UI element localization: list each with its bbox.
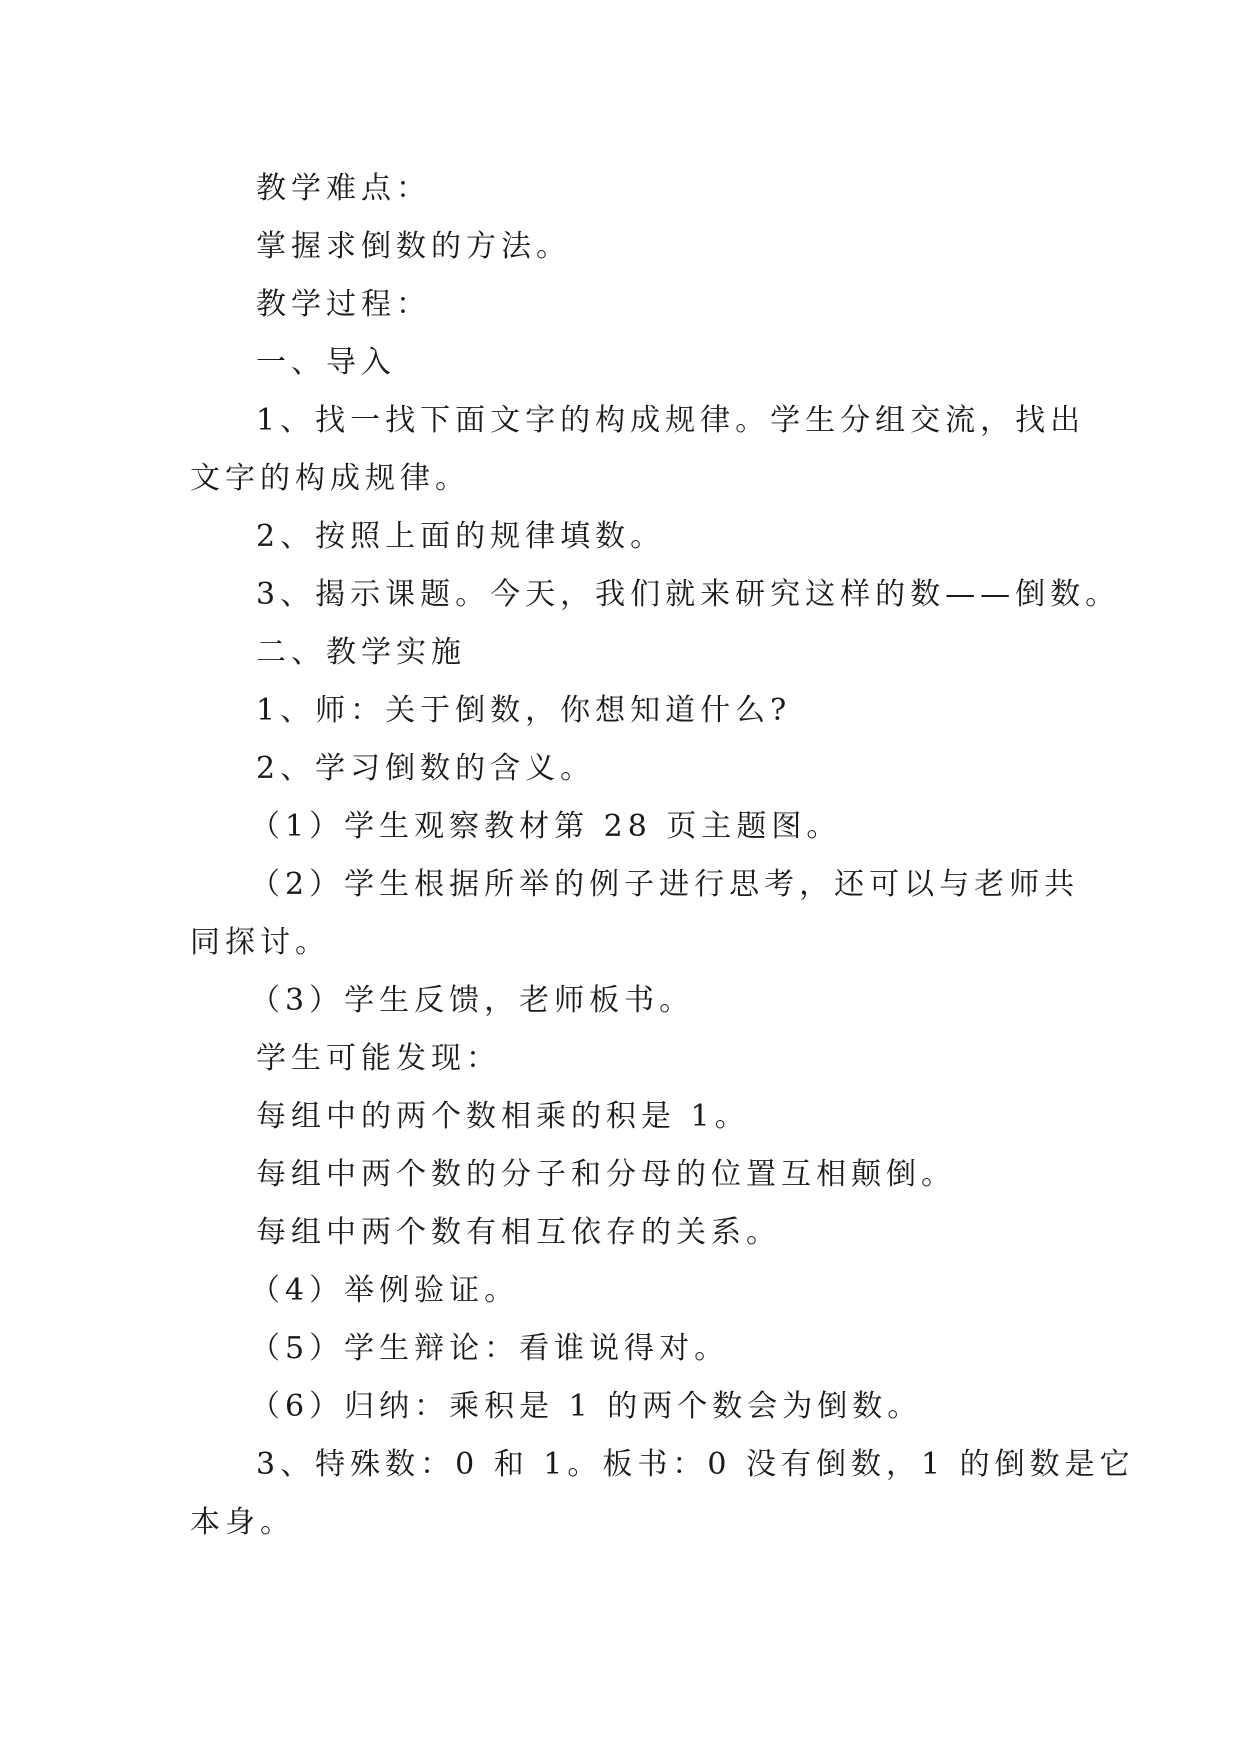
paragraph: 2、学习倒数的含义。 <box>256 751 596 786</box>
paragraph: 学生可能发现： <box>256 1041 501 1076</box>
section-heading-implementation: 二、教学实施 <box>256 635 466 670</box>
paragraph: 2、按照上面的规律填数。 <box>256 519 666 554</box>
paragraph: 每组中两个数有相互依存的关系。 <box>256 1215 781 1250</box>
paragraph-continuation: 同探讨。 <box>190 925 330 960</box>
paragraph-continuation: 文字的构成规律。 <box>190 461 470 496</box>
sub-item: （5）学生辩论：看谁说得对。 <box>250 1331 730 1366</box>
paragraph: 每组中两个数的分子和分母的位置互相颠倒。 <box>256 1157 956 1192</box>
paragraph: 3、特殊数：0 和 1。板书：0 没有倒数，1 的倒数是它 <box>256 1447 1135 1482</box>
sub-item: （3）学生反馈，老师板书。 <box>250 983 695 1018</box>
paragraph: 1、找一找下面文字的构成规律。学生分组交流，找出 <box>256 403 1086 438</box>
paragraph: 掌握求倒数的方法。 <box>256 229 571 264</box>
heading-teaching-difficulty: 教学难点： <box>256 171 431 206</box>
sub-item: （4）举例验证。 <box>250 1273 520 1308</box>
document-page <box>190 160 1135 1552</box>
paragraph: 1、师：关于倒数，你想知道什么? <box>256 693 792 728</box>
paragraph: 3、揭示课题。今天，我们就来研究这样的数——倒数。 <box>256 577 1121 612</box>
paragraph: 每组中的两个数相乘的积是 1。 <box>256 1099 750 1134</box>
heading-teaching-process: 教学过程： <box>256 287 431 322</box>
paragraph-continuation: 本身。 <box>190 1505 295 1540</box>
section-heading-intro: 一、导入 <box>256 345 396 380</box>
sub-item: （1）学生观察教材第 28 页主题图。 <box>250 809 842 844</box>
sub-item: （2）学生根据所举的例子进行思考，还可以与老师共 <box>250 867 1080 902</box>
sub-item: （6）归纳：乘积是 1 的两个数会为倒数。 <box>250 1389 923 1424</box>
